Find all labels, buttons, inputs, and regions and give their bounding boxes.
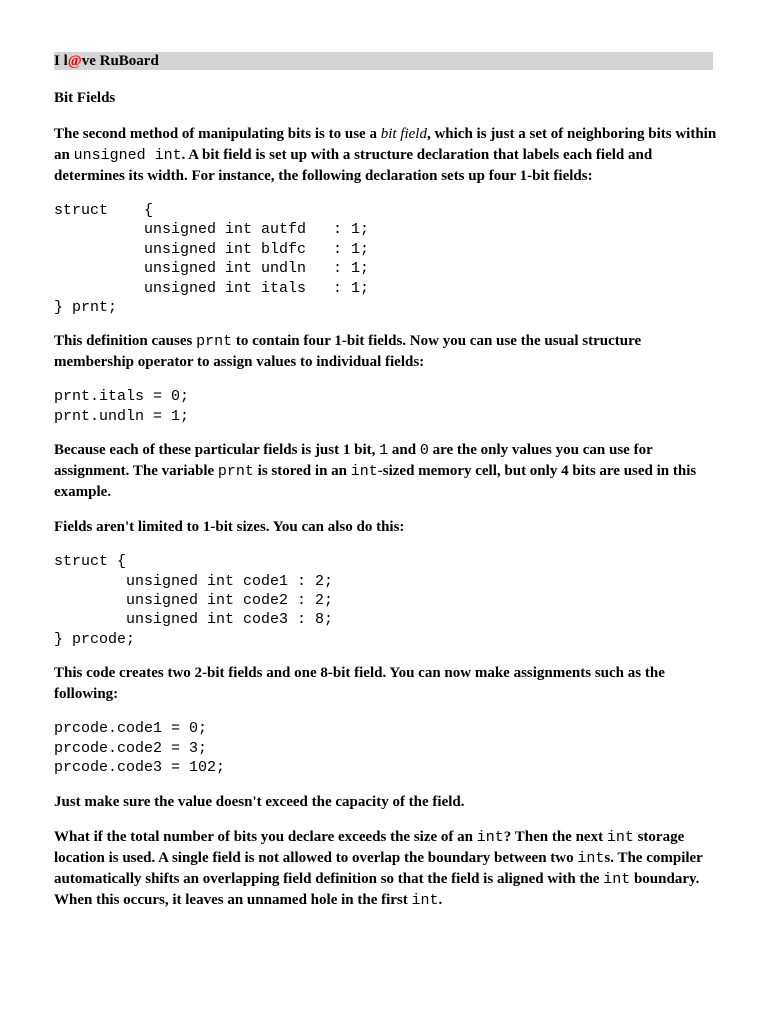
bit-field-term: bit field <box>380 126 427 142</box>
code-block-prnt-assign: prnt.itals = 0; prnt.undln = 1; <box>54 388 190 425</box>
brand-mid: l <box>63 53 68 69</box>
paragraph-capacity: Just make sure the value doesn't exceed the capacity of the field. <box>54 793 465 810</box>
paragraph-intro: The second method of manipulating bits is to use a bit field, which is just a set of neighboring bits within an unsigned int. A bit field is set up with a structure declaration that labels each field and determines its width. For instance, the following declaration sets up four 1-bit fields: <box>54 126 717 184</box>
paragraph-prcode: This code creates two 2-bit fields and one 8-bit field. You can now make assignments such as the following: <box>54 665 665 703</box>
brand-at-symbol: @ <box>67 53 82 69</box>
paragraph-sizes: Fields aren't limited to 1-bit sizes. You can also do this: <box>54 519 405 536</box>
article-content <box>54 88 718 925</box>
paragraph-values: Because each of these particular fields is just 1 bit, 1 and 0 are the only values you can use for assignment. The variable prnt is stored in an int-sized memory cell, but only 4 bits are used in this example. <box>54 442 697 501</box>
section-title: Bit Fields <box>54 90 116 106</box>
brand-prefix: I <box>54 53 60 69</box>
brand-suffix: ve RuBoard <box>81 53 159 69</box>
code-block-prcode-assign: prcode.code1 = 0; prcode.code2 = 3; prcode.code3 = 102; <box>54 720 226 777</box>
header-bar <box>54 52 713 70</box>
paragraph-overflow: What if the total number of bits you declare exceeds the size of an int? Then the next int storage location is used. A single field is not allowed to overlap the boundary between two ints. The compiler automatically shifts an overlapping field definition so that the field is aligned with the int boundary. When this occurs, it leaves an unnamed hole in the first int. <box>54 828 703 909</box>
code-block-struct-prnt: struct { unsigned int autfd : 1; unsigned int bldfc : 1; unsigned int undln : 1; unsigned int itals : 1; } prnt; <box>54 202 370 317</box>
paragraph-definition: This definition causes prnt to contain four 1-bit fields. Now you can use the usual structure membership operator to assign values to individual fields: <box>54 333 642 371</box>
code-block-struct-prcode: struct { unsigned int code1 : 2; unsigned int code2 : 2; unsigned int code3 : 8; } prcode; <box>54 553 334 648</box>
